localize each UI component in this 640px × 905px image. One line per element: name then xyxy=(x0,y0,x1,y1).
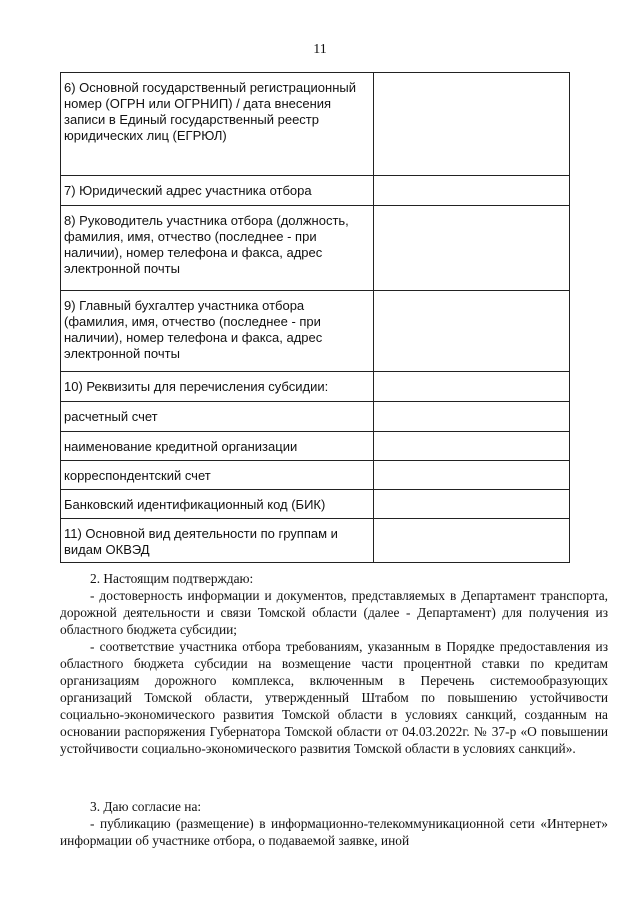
row-label-bik: Банковский идентификационный код (БИК) xyxy=(61,490,374,519)
table-row xyxy=(61,73,570,176)
applicant-info-table xyxy=(60,72,570,563)
section-confirmation xyxy=(60,570,608,757)
row-label-corr-account: корреспондентский счет xyxy=(61,461,374,490)
row-value-bik[interactable] xyxy=(374,490,570,519)
row-value-bank-name[interactable] xyxy=(374,432,570,461)
table-row xyxy=(61,432,570,461)
section-consent xyxy=(60,798,608,849)
row-label-director: 8) Руководитель участника отбора (должность, фамилия, имя, отчество (последнее - при наличии), номер телефона и факса, адрес электронной почты xyxy=(61,206,374,291)
row-value-chief-accountant[interactable] xyxy=(374,291,570,372)
row-label-bank-details: 10) Реквизиты для перечисления субсидии: xyxy=(61,372,374,402)
row-value-legal-address[interactable] xyxy=(374,176,570,206)
paragraph: - публикацию (размещение) в информационно-телекоммуникационной сети «Интернет» информации об участнике отбора, о подаваемой заявке, иной xyxy=(60,816,608,848)
table-row xyxy=(61,402,570,432)
table-row xyxy=(61,372,570,402)
row-label-okved: 11) Основной вид деятельности по группам и видам ОКВЭД xyxy=(61,519,374,563)
row-label-ogrn: 6) Основной государственный регистрационный номер (ОГРН или ОГРНИП) / дата внесения записи в Единый государственный реестр юридических лиц (ЕГРЮЛ) xyxy=(61,73,374,176)
row-value-director[interactable] xyxy=(374,206,570,291)
paragraph: - соответствие участника отбора требованиям, указанным в Порядке предоставления из областного бюджета субсидии на возмещение части процентной ставки по кредитам организациям дорожного комплекса, включенным в Перечень системообразующих организаций Томской области, утвержденный Штабом по повышению устойчивости социально-экономического развития Томской области в условиях санкций, созданным на основании распоряжения Губернатора Томской области от 04.03.2022г. № 37-р «О повышении устойчивости социально-экономического развития Томской области в условиях санкций». xyxy=(60,639,608,756)
row-value-corr-account[interactable] xyxy=(374,461,570,490)
table-row xyxy=(61,291,570,372)
table-row xyxy=(61,206,570,291)
row-label-account: расчетный счет xyxy=(61,402,374,432)
paragraph: - достоверность информации и документов, представляемых в Департамент транспорта, дорожной деятельности и связи Томской области (далее - Департамент) для получения из областного бюджета субсидии; xyxy=(60,588,608,637)
row-label-chief-accountant: 9) Главный бухгалтер участника отбора (фамилия, имя, отчество (последнее - при наличии), номер телефона и факса, адрес электронной почты xyxy=(61,291,374,372)
table-row xyxy=(61,461,570,490)
row-value-account[interactable] xyxy=(374,402,570,432)
section-heading: 3. Даю согласие на: xyxy=(90,799,202,814)
section-heading: 2. Настоящим подтверждаю: xyxy=(90,571,254,586)
table-row xyxy=(61,176,570,206)
table-row xyxy=(61,519,570,563)
row-value-bank-details[interactable] xyxy=(374,372,570,402)
table-row xyxy=(61,490,570,519)
row-value-okved[interactable] xyxy=(374,519,570,563)
row-label-bank-name: наименование кредитной организации xyxy=(61,432,374,461)
row-label-legal-address: 7) Юридический адрес участника отбора xyxy=(61,176,374,206)
row-value-ogrn[interactable] xyxy=(374,73,570,176)
page-number: 11 xyxy=(313,42,327,57)
